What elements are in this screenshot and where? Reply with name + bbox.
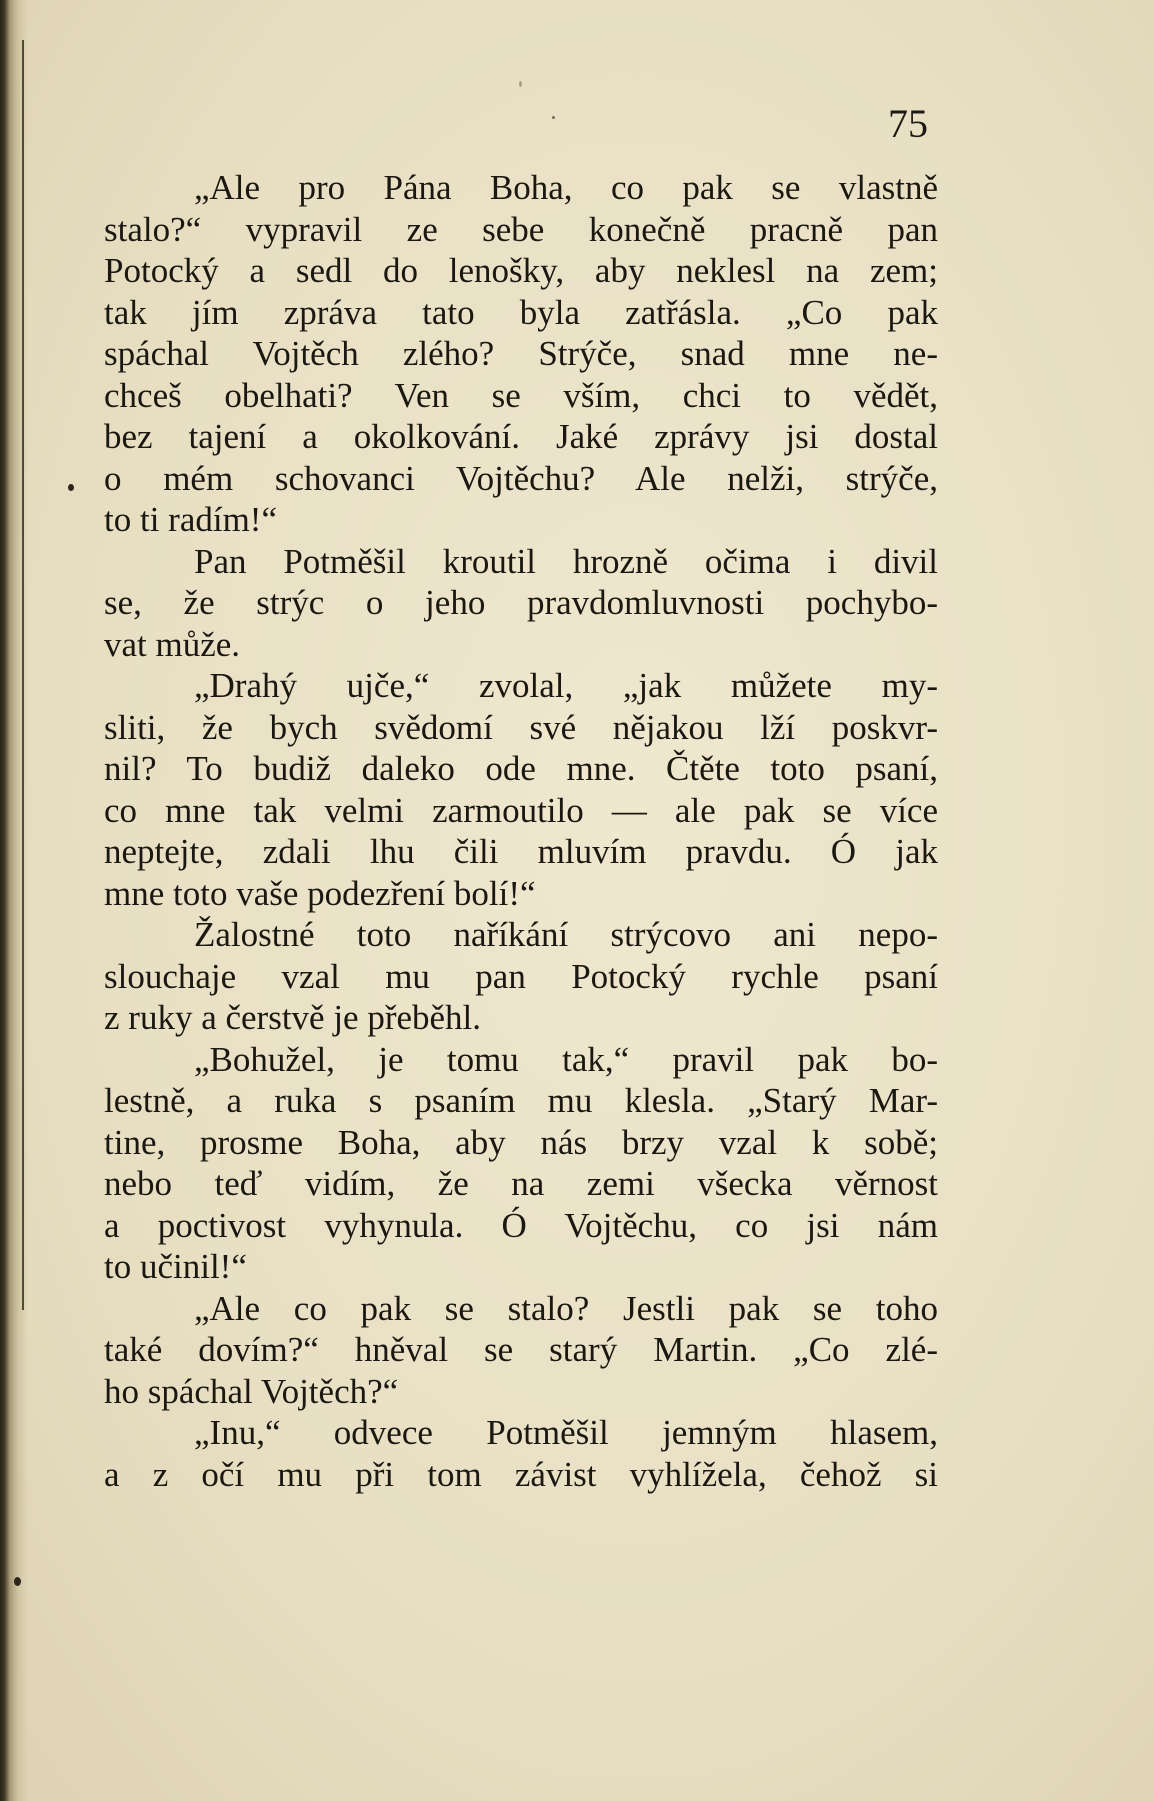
paper-speck	[14, 1577, 21, 1586]
text-line: „Bohužel, je tomu tak,“ pravil pak bo-	[194, 1039, 938, 1079]
binding-line	[22, 40, 24, 1310]
text-line: lestně, a ruka s psaním mu klesla. „Starý Mar-	[104, 1081, 938, 1120]
text-line: to ti radím!“	[104, 500, 278, 539]
text-line: chceš obelhati? Ven se vším, chci to vědět,	[104, 375, 938, 415]
text-line: a z očí mu při tom závist vyhlížela, čehož si	[104, 1454, 938, 1494]
text-line: spáchal Vojtěch zlého? Strýče, snad mne ne-	[104, 334, 938, 373]
text-line: sliti, že bych svědomí své nějakou lží poskvr-	[104, 707, 938, 747]
text-line: mne toto vaše podezření bolí!“	[104, 873, 536, 913]
text-line: vat může.	[104, 624, 241, 664]
paper-speck	[519, 81, 522, 87]
body-text	[104, 167, 938, 1495]
text-line: se, že strýc o jeho pravdomluvnosti pochybo-	[104, 583, 938, 622]
text-line: „Ale co pak se stalo? Jestli pak se toho	[194, 1288, 938, 1328]
text-line: „Ale pro Pána Boha, co pak se vlastně	[194, 168, 938, 207]
text-line: neptejte, zdali lhu čili mluvím pravdu. Ó jak	[104, 832, 938, 871]
text-line: o mém schovanci Vojtěchu? Ale nelži, strýče,	[104, 458, 938, 498]
text-line: tine, prosme Boha, aby nás brzy vzal k sobě;	[104, 1122, 938, 1162]
text-line: také dovím?“ hněval se starý Martin. „Co zlé-	[104, 1330, 938, 1369]
text-line: Žalostné toto naříkání strýcovo ani nepo-	[194, 915, 938, 954]
text-line: Pan Potměšil kroutil hrozně očima i divil	[194, 541, 938, 581]
paper-speck	[68, 484, 74, 491]
text-line: bez tajení a okolkování. Jaké zprávy jsi dostal	[104, 417, 938, 456]
text-line: „Drahý ujče,“ zvolal, „jak můžete my-	[194, 666, 938, 705]
text-line: tak jím zpráva tato byla zatřásla. „Co pak	[104, 292, 938, 332]
text-line: to učinil!“	[104, 1247, 247, 1286]
text-line: „Inu,“ odvece Potměšil jemným hlasem,	[194, 1413, 938, 1452]
text-line: ho spáchal Vojtěch?“	[104, 1371, 399, 1411]
text-line: Potocký a sedl do lenošky, aby neklesl na zem;	[104, 251, 938, 290]
paper-speck	[552, 116, 555, 119]
text-line: nil? To budiž daleko ode mne. Čtěte toto psaní,	[104, 749, 938, 788]
text-line: a poctivost vyhynula. Ó Vojtěchu, co jsi nám	[104, 1205, 938, 1245]
page-number: 75	[888, 101, 928, 146]
text-line: stalo?“ vypravil ze sebe konečně pracně pan	[104, 209, 938, 249]
text-line: z ruky a čerstvě je přeběhl.	[104, 998, 482, 1037]
text-line: co mne tak velmi zarmoutilo — ale pak se více	[104, 790, 938, 830]
text-line: nebo teď vidím, že na zemi všecka věrnost	[104, 1164, 938, 1203]
text-line: slouchaje vzal mu pan Potocký rychle psaní	[104, 956, 938, 996]
